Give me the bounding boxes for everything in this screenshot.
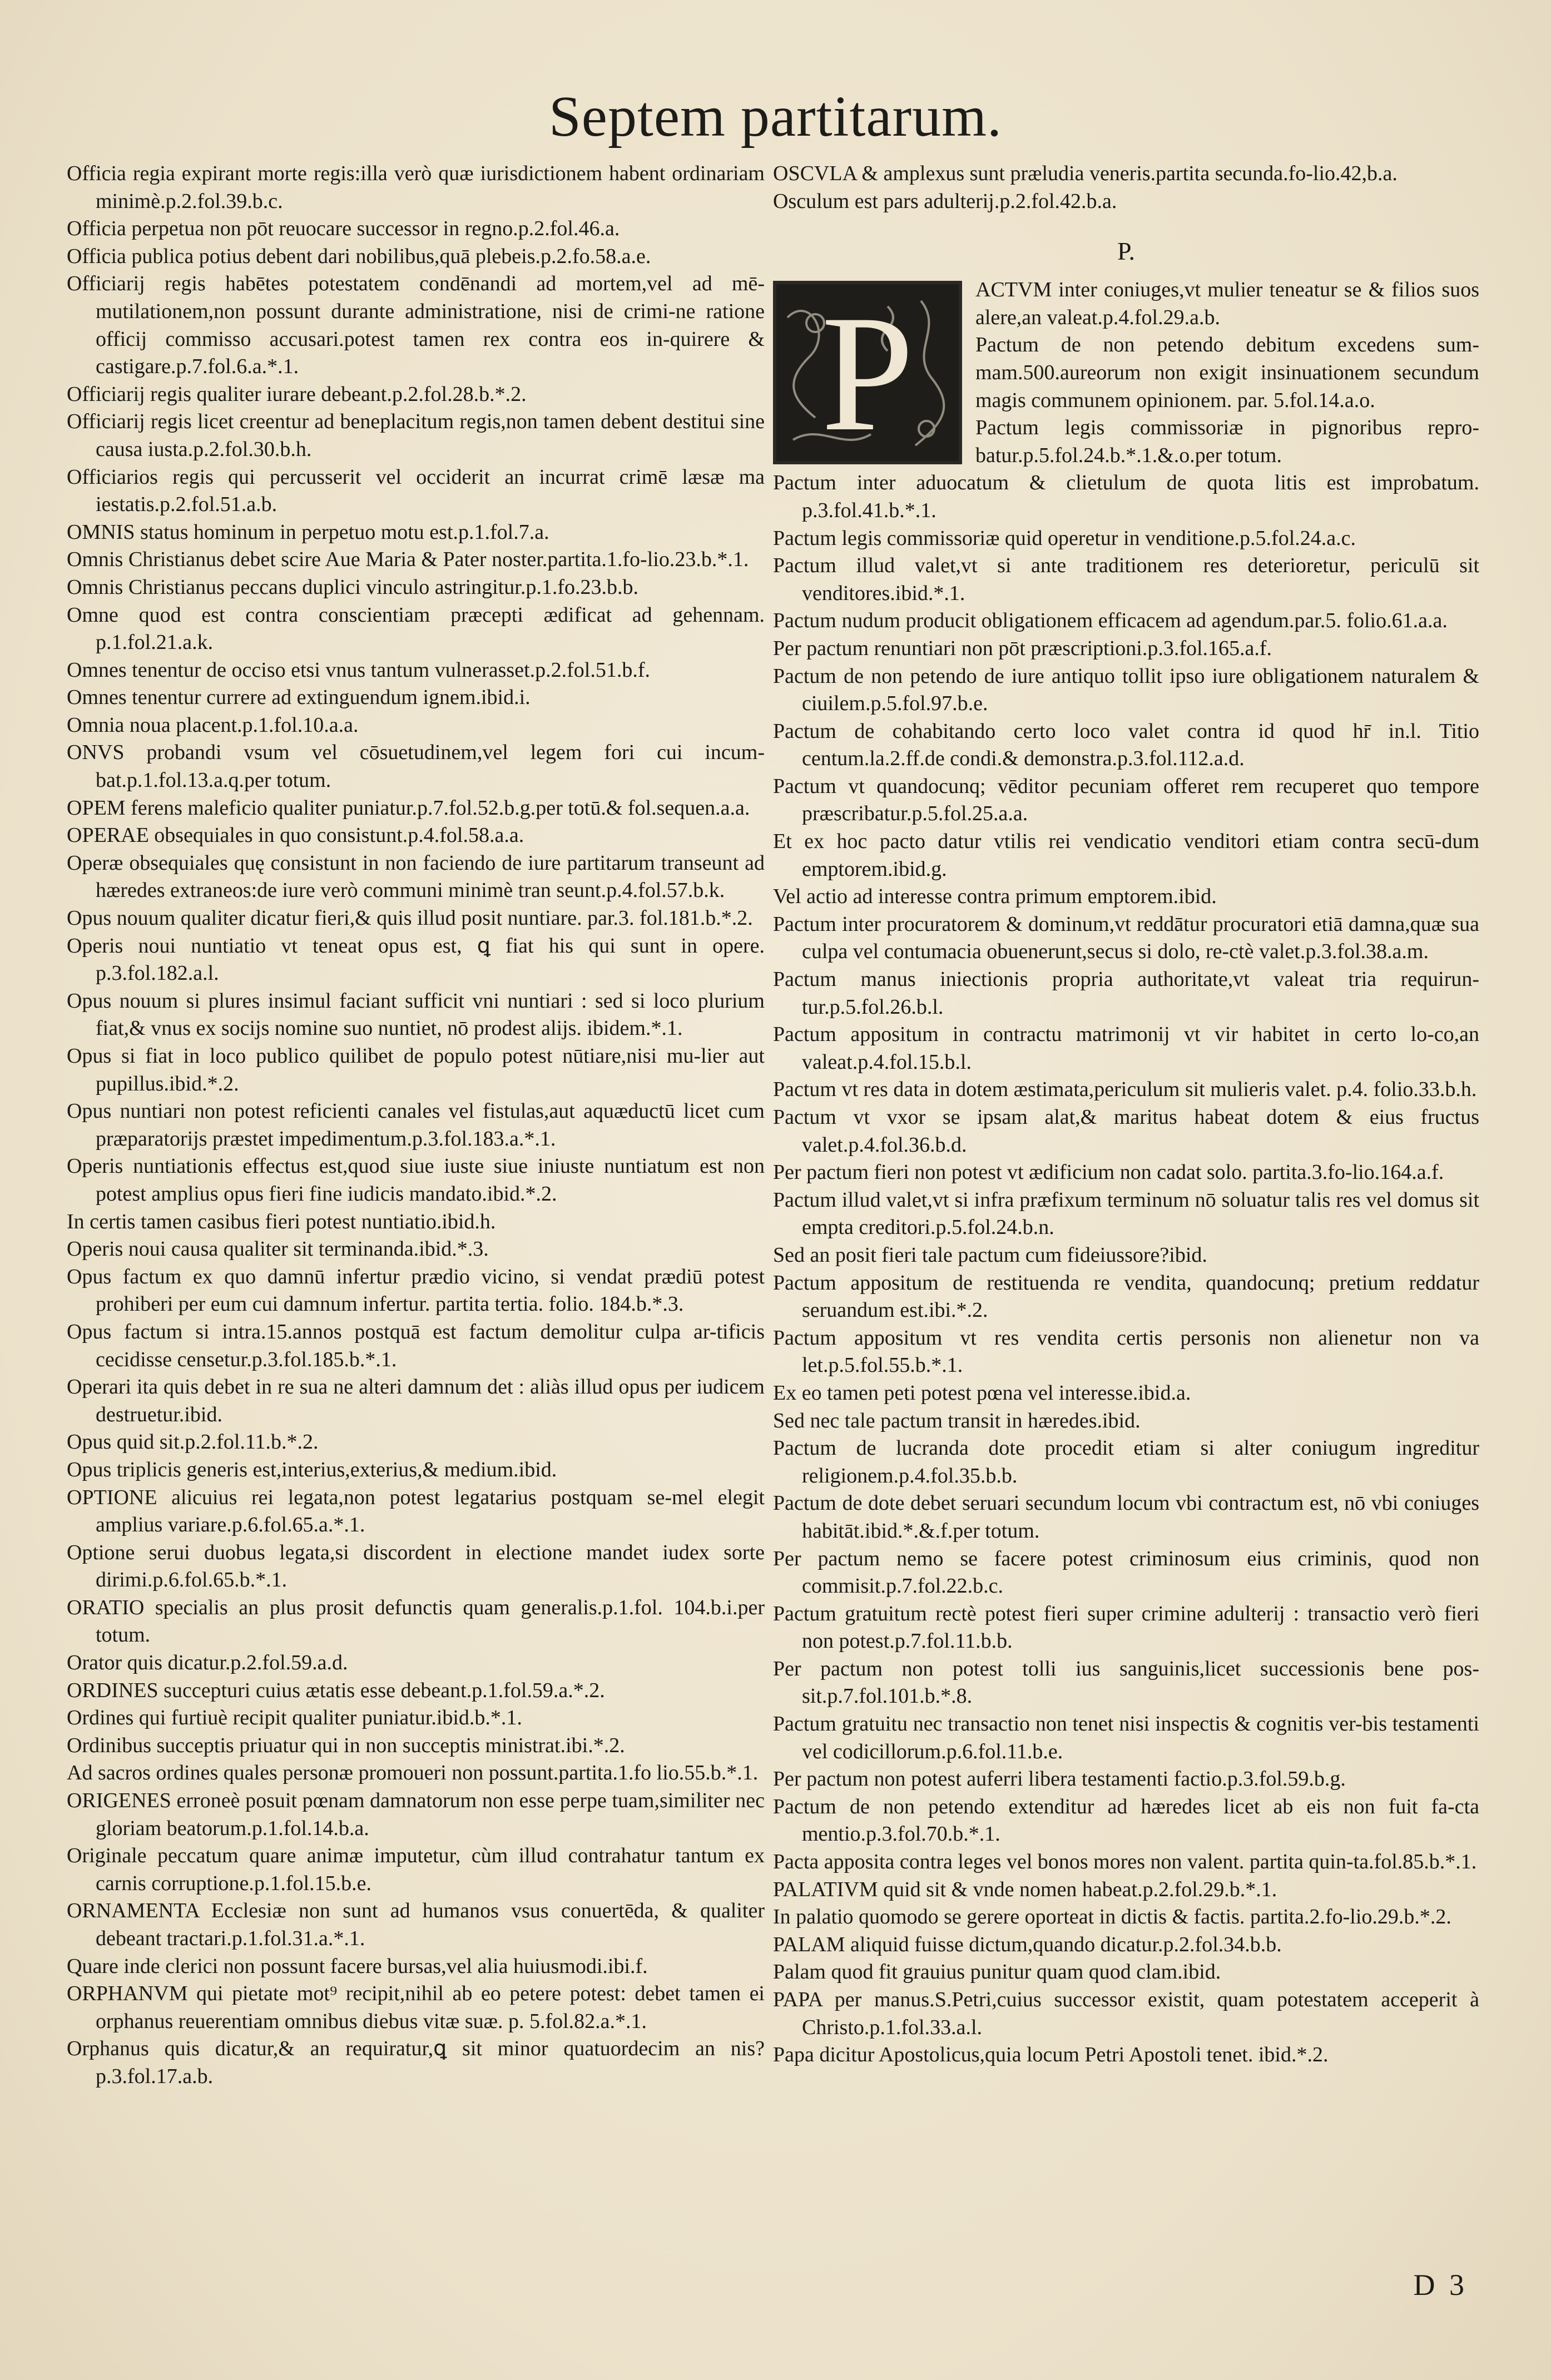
index-entry: Pactum illud valet,vt si ante traditionem res deterioretur, periculū sit venditores.ibid.*.1. xyxy=(773,554,1479,605)
index-entry: Officia publica potius debent dari nobilibus,quā plebeis.p.2.fo.58.a.e. xyxy=(67,244,651,268)
index-entry: Pactum inter aduocatum & clietulum de quota litis est improbatum. p.3.fol.41.b.*.1. xyxy=(773,471,1479,522)
index-entry: Opus nuntiari non potest reficienti canales vel fistulas,aut aquæductū licet cum præparatorijs præstet impedimentum.p.3.fol.183.a.*.1. xyxy=(67,1099,765,1151)
index-entry: Officiarij regis habētes potestatem condēnandi ad mortem,vel ad mē-mutilationem,non possunt durante administratione, nisi de crimi-ne ratione officij commisso accusari.potest tamen rex contra eos in-quirere & castigare.p.7.fol.6.a.*.1. xyxy=(67,272,765,379)
index-entry: Palam quod fit grauius punitur quam quod clam.ibid. xyxy=(773,1960,1221,1984)
index-entry: Per pactum fieri non potest vt ædificium non cadat solo. partita.3.fo-lio.164.a.f. xyxy=(773,1161,1444,1184)
index-entry: PALATIVM quid sit & vnde nomen habeat.p.2.fol.29.b.*.1. xyxy=(773,1877,1277,1901)
index-entry: Pactum vt vxor se ipsam alat,& maritus habeat dotem & eius fructus valet.p.4.fol.36.b.d. xyxy=(773,1105,1479,1157)
index-entry: ORNAMENTA Ecclesiæ non sunt ad humanos vsus conuertēda, & qualiter debeant tractari.p.1.fol.31.a.*.1. xyxy=(67,1899,765,1950)
index-entry: Sed an posit fieri tale pactum cum fideiussore?ibid. xyxy=(773,1243,1207,1267)
index-entry: Opus factum ex quo damnū infertur prædio vicino, si vendat prædiū potest prohiberi per eum cui damnum infertur. partita tertia. folio. 184.b.*.3. xyxy=(67,1265,765,1316)
initial-block xyxy=(773,276,1479,469)
index-entry: PAPA per manus.S.Petri,cuius successor existit, quam potestatem acceperit à Christo.p.1.fol.33.a.l. xyxy=(773,1988,1479,2039)
running-head: Septem partitarum. xyxy=(548,85,1003,148)
right-column xyxy=(773,160,1479,2069)
index-entry: Quare inde clerici non possunt facere bursas,vel alia huiusmodi.ibi.f. xyxy=(67,1954,648,1978)
index-entry: Operis noui causa qualiter sit terminanda.ibid.*.3. xyxy=(67,1237,489,1261)
index-entry: Opus triplicis generis est,interius,exterius,& medium.ibid. xyxy=(67,1457,557,1481)
index-entry: Per pactum renuntiari non pōt præscriptioni.p.3.fol.165.a.f. xyxy=(773,636,1272,660)
index-entry: Omnia noua placent.p.1.fol.10.a.a. xyxy=(67,713,359,737)
index-entry: Pactum appositum in contractu matrimonij vt vir habitet in certo lo-co,an valeat.p.4.fol.15.b.l. xyxy=(773,1023,1479,1074)
index-entry: Pactum de non petendo debitum excedens sum-mam.500.aureorum non exigit insinuationem secundum magis communem opinionem. par. 5.fol.14.a.o. xyxy=(975,333,1479,412)
index-entry: PALAM aliquid fuisse dictum,quando dicatur.p.2.fol.34.b.b. xyxy=(773,1932,1282,1956)
index-entry: Pactum inter procuratorem & dominum,vt reddātur procuratori etiā damna,quæ sua culpa vel contumacia obuenerunt,secus si dolo, re-ctè valet.p.3.fol.38.a.m. xyxy=(773,912,1479,964)
index-entry: OPTIONE alicuius rei legata,non potest legatarius postquam se-mel elegit amplius variare.p.6.fol.65.a.*.1. xyxy=(67,1485,765,1537)
index-entry: Ex eo tamen peti potest pœna vel interesse.ibid.a. xyxy=(773,1381,1191,1405)
index-entry: Pactum manus iniectionis propria authoritate,vt valeat tria requirun-tur.p.5.fol.26.b.l. xyxy=(773,968,1479,1019)
index-entry: Officia regia expirant morte regis:illa verò quæ iurisdictionem habent ordinariam minimè.p.2.fol.39.b.c. xyxy=(67,162,765,213)
index-entry: Opus factum si intra.15.annos postquā est factum demolitur culpa ar-tificis cecidisse censetur.p.3.fol.185.b.*.1. xyxy=(67,1320,765,1371)
index-entry: Vel actio ad interesse contra primum emptorem.ibid. xyxy=(773,885,1217,909)
index-entry: Pacta apposita contra leges vel bonos mores non valent. partita quin-ta.fol.85.b.*.1. xyxy=(773,1850,1477,1874)
index-entry: Papa dicitur Apostolicus,quia locum Petri Apostoli tenet. ibid.*.2. xyxy=(773,2043,1329,2067)
index-entry: Omnes tenentur de occiso etsi vnus tantum vulnerasset.p.2.fol.51.b.f. xyxy=(67,658,651,682)
index-entry: OMNIS status hominum in perpetuo motu est.p.1.fol.7.a. xyxy=(67,520,549,544)
index-entry: Pactum de lucranda dote procedit etiam si alter coniugum ingreditur religionem.p.4.fol.35.b.b. xyxy=(773,1436,1479,1488)
index-entry: ORDINES succepturi cuius ætatis esse debeant.p.1.fol.59.a.*.2. xyxy=(67,1678,605,1702)
index-entry: In certis tamen casibus fieri potest nuntiatio.ibid.h. xyxy=(67,1209,496,1233)
index-entry: Ordinibus succeptis priuatur qui in non succeptis ministrat.ibi.*.2. xyxy=(67,1733,625,1757)
index-entry: Opus nouum si plures insimul faciant sufficit vni nuntiari : sed si loco plurium fiat,& vnus ex socijs nomine suo nuntiet, nō prodest alijs. ibidem.*.1. xyxy=(67,989,765,1040)
index-entry: Omnis Christianus debet scire Aue Maria & Pater noster.partita.1.fo-lio.23.b.*.1. xyxy=(67,548,749,572)
index-entry: Pactum vt res data in dotem æstimata,periculum sit mulieris valet. p.4. folio.33.b.h. xyxy=(773,1078,1477,1102)
index-entry: Ordines qui furtiuè recipit qualiter puniatur.ibid.b.*.1. xyxy=(67,1706,522,1730)
index-entry: OSCVLA & amplexus sunt præludia veneris.partita secunda.fo-lio.42,b.a. xyxy=(773,162,1398,185)
index-entry: Pactum illud valet,vt si infra præfixum terminum nō soluatur talis res vel domus sit empta creditori.p.5.fol.24.b.n. xyxy=(773,1188,1479,1239)
decorated-initial-p xyxy=(773,281,962,464)
index-entry: Opus nouum qualiter dicatur fieri,& quis illud posit nuntiare. par.3. fol.181.b.*.2. xyxy=(67,906,753,930)
index-entry: ORPHANVM qui pietate mot⁹ recipit,nihil ab eo petere potest: debet tamen ei orphanus reuerentiam omnibus diebus vitæ suæ. p. 5.fol.82.a.*.1. xyxy=(67,1982,765,2033)
index-entry: ORIGENES erroneè posuit pœnam damnatorum non esse perpe tuam,similiter nec gloriam beatorum.p.1.fol.14.b.a. xyxy=(67,1789,765,1840)
index-entry: In palatio quomodo se gerere oporteat in dictis & factis. partita.2.fo-lio.29.b.*.2. xyxy=(773,1905,1451,1929)
index-entry: Pactum legis commissoriæ in pignoribus repro-batur.p.5.fol.24.b.*.1.&.o.per totum. xyxy=(975,416,1479,467)
index-entry: Omnes tenentur currere ad extinguendum ignem.ibid.i. xyxy=(67,686,531,710)
index-entry: OPERAE obsequiales in quo consistunt.p.4.fol.58.a.a. xyxy=(67,824,524,847)
index-entry: Pactum legis commissoriæ quid operetur in venditione.p.5.fol.24.a.c. xyxy=(773,526,1356,550)
index-entry: Per pactum non potest tolli ius sanguinis,licet successionis bene pos-sit.p.7.fol.101.b.*.8. xyxy=(773,1657,1479,1708)
index-entry: Omnis Christianus peccans duplici vinculo astringitur.p.1.fo.23.b.b. xyxy=(67,575,638,599)
index-entry: Optione serui duobus legata,si discordent in electione mandet iudex sorte dirimi.p.6.fol.65.b.*.1. xyxy=(67,1540,765,1592)
index-entry: Officiarij regis qualiter iurare debeant.p.2.fol.28.b.*.2. xyxy=(67,382,527,406)
index-entry: Officiarios regis qui percusserit vel occiderit an incurrat crimē læsæ ma iestatis.p.2.fol.51.a.b. xyxy=(67,465,765,517)
index-entry: ONVS probandi vsum vel cōsuetudinem,vel legem fori cui incum-bat.p.1.fol.13.a.q.per totum. xyxy=(67,741,765,792)
index-entry: Pactum de dote debet seruari secundum locum vbi contractum est, nō vbi coniuges habitāt.ibid.*.&.f.per totum. xyxy=(773,1491,1479,1543)
index-entry: Pactum de non petendo de iure antiquo tollit ipso iure obligationem naturalem & ciuilem.p.5.fol.97.b.e. xyxy=(773,664,1479,716)
left-column xyxy=(67,160,765,2091)
index-entry: Operis noui nuntiatio vt teneat opus est, ꝗ fiat his qui sunt in opere. p.3.fol.182.a.l. xyxy=(67,934,765,985)
index-entry: Pactum de non petendo extenditur ad hæredes licet ab eis non fuit fa-cta mentio.p.3.fol.70.b.*.1. xyxy=(773,1794,1479,1846)
index-entry: Opus quid sit.p.2.fol.11.b.*.2. xyxy=(67,1430,319,1454)
index-entry: Operis nuntiationis effectus est,quod siue iuste siue iniuste nuntiatum est non potest amplius opus fieri fine iudicis mandato.ibid.*.2. xyxy=(67,1154,765,1206)
index-entry: Osculum est pars adulterij.p.2.fol.42.b.a. xyxy=(773,189,1117,213)
index-entry: Per pactum nemo se facere potest criminosum eius criminis, quod non commisit.p.7.fol.22.b.c. xyxy=(773,1546,1479,1598)
index-entry: Opus si fiat in loco publico quilibet de populo potest nūtiare,nisi mu-lier aut pupillus.ibid.*.2. xyxy=(67,1044,765,1095)
index-entry: Originale peccatum quare animæ imputetur, cùm illud contrahatur tantum ex carnis corruptione.p.1.fol.15.b.e. xyxy=(67,1844,765,1895)
letter-section-heading: P. xyxy=(1117,237,1135,266)
index-entry: Operæ obsequiales quę consistunt in non faciendo de iure partitarum transeunt ad hæredes extraneos:de iure verò communi minimè tran seunt.p.4.fol.57.b.k. xyxy=(67,851,765,903)
index-entry: Omne quod est contra conscientiam præcepti ædificat ad gehennam. p.1.fol.21.a.k. xyxy=(67,603,765,654)
index-entry: Pactum de cohabitando certo loco valet contra id quod hr̄ in.l. Titio centum.la.2.ff.de condi.& demonstra.p.3.fol.112.a.d. xyxy=(773,719,1479,771)
index-entry: Officiarij regis licet creentur ad beneplacitum regis,non tamen debent destitui sine causa iusta.p.2.fol.30.b.h. xyxy=(67,410,765,461)
index-entry: Et ex hoc pacto datur vtilis rei vendicatio venditori etiam contra secū-dum emptorem.ibid.g. xyxy=(773,830,1479,881)
index-entry: Orphanus quis dicatur,& an requiratur,ꝗ sit minor quatuordecim an nis?p.3.fol.17.a.b. xyxy=(67,2037,765,2088)
index-entry: Pactum gratuitum rectè potest fieri super crimine adulterij : transactio verò fieri non potest.p.7.fol.11.b.b. xyxy=(773,1601,1479,1653)
index-entry: ACTVM inter coniuges,vt mulier teneatur se & filios suos alere,an valeat.p.4.fol.29.a.b. xyxy=(975,278,1479,329)
index-entry: Pactum gratuitu nec transactio non tenet nisi inspectis & cognitis ver-bis testamenti vel codicillorum.p.6.fol.11.b.e. xyxy=(773,1712,1479,1763)
signature-mark: D 3 xyxy=(1413,2268,1468,2302)
index-entry: ORATIO specialis an plus prosit defunctis quam generalis.p.1.fol. 104.b.i.per totum. xyxy=(67,1595,765,1647)
index-entry: Pactum appositum vt res vendita certis personis non alienetur non va let.p.5.fol.55.b.*.1. xyxy=(773,1326,1479,1377)
index-entry: Pactum nudum producit obligationem efficacem ad agendum.par.5. folio.61.a.a. xyxy=(773,609,1448,633)
initial-glyph: P xyxy=(821,281,914,465)
index-entry: Sed nec tale pactum transit in hæredes.ibid. xyxy=(773,1409,1141,1432)
index-entry: OPEM ferens maleficio qualiter puniatur.p.7.fol.52.b.g.per totū.& fol.sequen.a.a. xyxy=(67,796,750,820)
index-entry: Per pactum non potest auferri libera testamenti factio.p.3.fol.59.b.g. xyxy=(773,1767,1346,1791)
index-entry: Operari ita quis debet in re sua ne alteri damnum det : aliàs illud opus per iudicem destruetur.ibid. xyxy=(67,1375,765,1426)
index-entry: Officia perpetua non pōt reuocare successor in regno.p.2.fol.46.a. xyxy=(67,217,620,241)
index-entry: Pactum appositum de restituenda re vendita, quandocunq; pretium reddatur seruandum est.ibi.*.2. xyxy=(773,1271,1479,1322)
index-entry: Ad sacros ordines quales personæ promoueri non possunt.partita.1.fo lio.55.b.*.1. xyxy=(67,1761,759,1785)
index-entry: Pactum vt quandocunq; vēditor pecuniam offeret rem recuperet quo tempore præscribatur.p.5.fol.25.a.a. xyxy=(773,774,1479,826)
index-entry: Orator quis dicatur.p.2.fol.59.a.d. xyxy=(67,1651,348,1675)
